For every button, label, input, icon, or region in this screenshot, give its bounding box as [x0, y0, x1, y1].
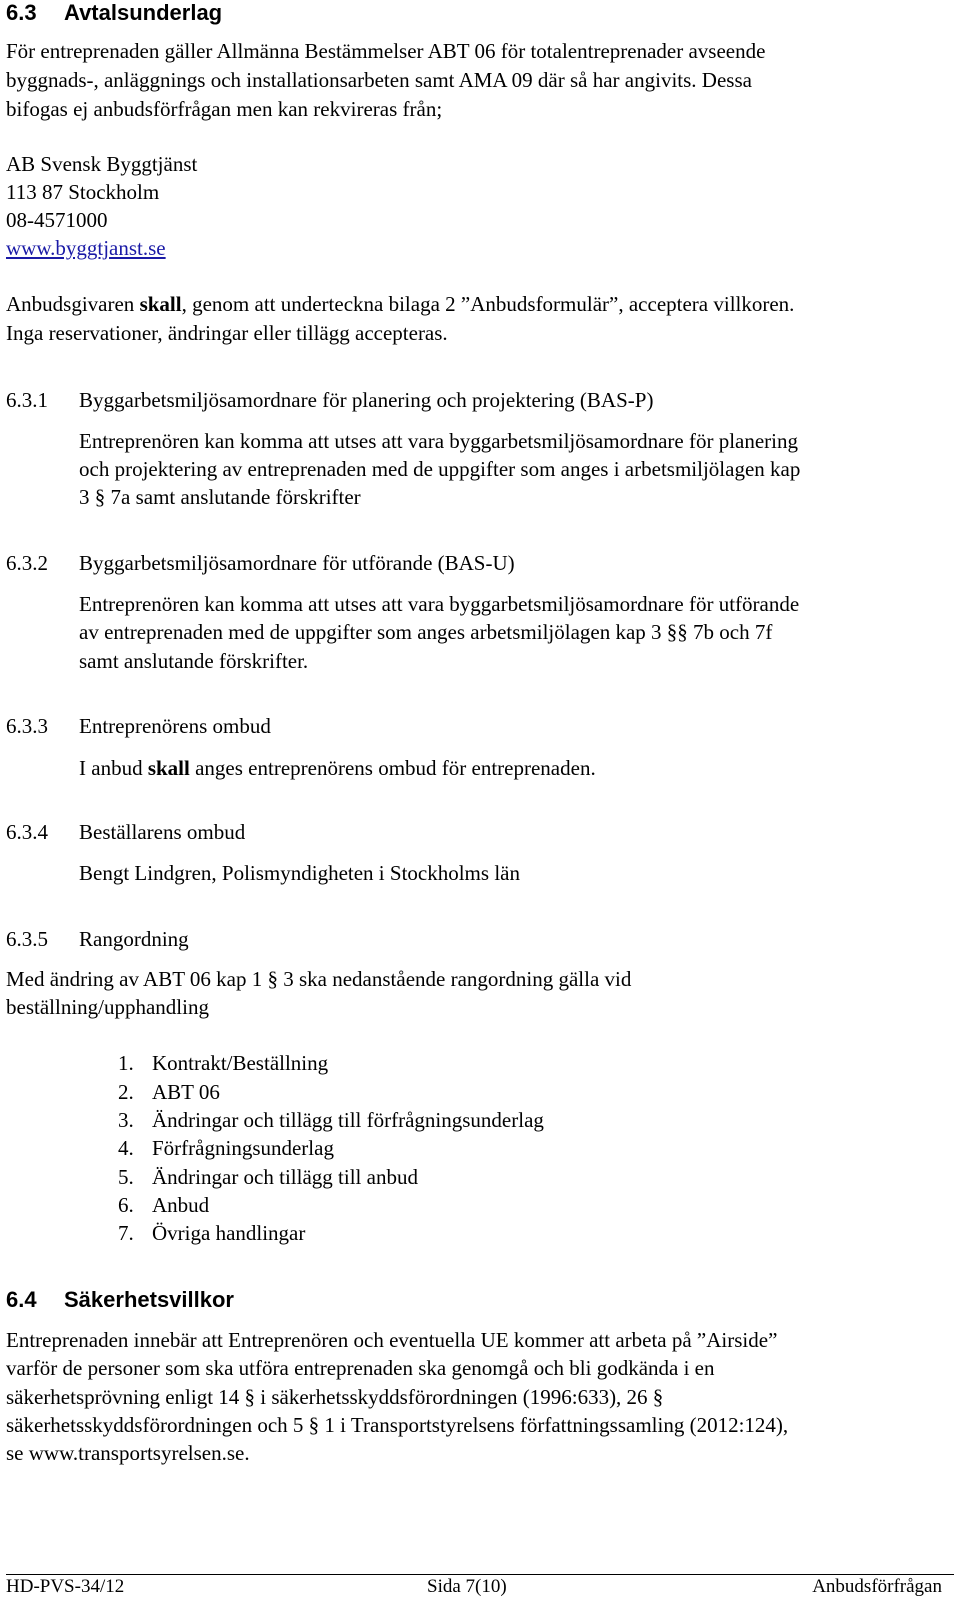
- sakerhet-line-2: varför de personer som ska utföra entreprenaden ska genomgå och bli godkända i en: [6, 1356, 715, 1380]
- subsection-heading-6-3-1: [6, 390, 653, 411]
- address-phone: 08-4571000: [6, 208, 108, 232]
- list-item-number: 6.: [118, 1193, 134, 1217]
- list-item: [118, 1110, 544, 1131]
- byggtjanst-link[interactable]: www.byggtjanst.se: [6, 236, 166, 260]
- bas-p-line-2: och projektering av entreprenaden med de uppgifter som anges i arbetsmiljölagen kap: [79, 457, 801, 481]
- list-item: [118, 1223, 305, 1244]
- ombud-text-post: anges entreprenörens ombud för entreprenaden.: [189, 756, 596, 780]
- subsection-heading-6-3-4: [6, 822, 245, 843]
- subsection-title: Byggarbetsmiljösamordnare för utförande (BAS-U): [79, 551, 515, 575]
- tender-note-line-2: Inga reservationer, ändringar eller tillägg accepteras.: [6, 321, 448, 345]
- bas-p-line-3: 3 § 7a samt anslutande förskrifter: [79, 485, 361, 509]
- subsection-heading-6-3-2: [6, 553, 515, 574]
- ombud-text-bold: skall: [147, 756, 190, 780]
- list-item-number: 1.: [118, 1051, 134, 1075]
- bestallare-ombud-text: Bengt Lindgren, Polismyndigheten i Stockholms län: [79, 861, 520, 885]
- list-item-number: 3.: [118, 1108, 134, 1132]
- rangordning-line-1: Med ändring av ABT 06 kap 1 § 3 ska nedanstående rangordning gälla vid: [6, 967, 632, 991]
- ombud-text-pre: I anbud: [79, 756, 148, 780]
- list-item-number: 7.: [118, 1221, 134, 1245]
- bas-u-line-1: Entreprenören kan komma att utses att vara byggarbetsmiljösamordnare för utförande: [79, 592, 800, 616]
- list-item-text: ABT 06: [152, 1080, 220, 1104]
- list-item-number: 4.: [118, 1136, 134, 1160]
- subsection-title: Byggarbetsmiljösamordnare för planering och projektering (BAS-P): [79, 388, 654, 412]
- list-item: [118, 1195, 209, 1216]
- list-item: [118, 1053, 328, 1074]
- subsection-number: 6.3.5: [6, 927, 48, 951]
- section-number: 6.4: [6, 1287, 37, 1312]
- address-city: 113 87 Stockholm: [6, 180, 160, 204]
- footer-divider: [6, 1574, 954, 1575]
- list-item-text: Anbud: [152, 1193, 210, 1217]
- section-title: Säkerhetsvillkor: [64, 1287, 234, 1312]
- subsection-title: Entreprenörens ombud: [79, 714, 271, 738]
- bas-u-line-3: samt anslutande förskrifter.: [79, 649, 309, 673]
- subsection-title: Beställarens ombud: [79, 820, 246, 844]
- ombud-text: [79, 758, 596, 779]
- list-item-text: Övriga handlingar: [152, 1221, 306, 1245]
- rangordning-line-2: beställning/upphandling: [6, 995, 209, 1019]
- tender-note-bold: skall: [139, 292, 182, 316]
- footer-doc-id: HD-PVS-34/12: [6, 1576, 125, 1597]
- bas-p-line-1: Entreprenören kan komma att utses att vara byggarbetsmiljösamordnare för planering: [79, 429, 799, 453]
- address-company: AB Svensk Byggtjänst: [6, 152, 198, 176]
- section-number: 6.3: [6, 0, 37, 25]
- list-item-number: 5.: [118, 1165, 134, 1189]
- list-item-text: Förfrågningsunderlag: [152, 1136, 334, 1160]
- bas-u-line-2: av entreprenaden med de uppgifter som anges arbetsmiljölagen kap 3 §§ 7b och 7f: [79, 620, 773, 644]
- list-item: [118, 1082, 220, 1103]
- subsection-heading-6-3-5: [6, 929, 189, 950]
- list-item-text: Kontrakt/Beställning: [152, 1051, 329, 1075]
- tender-note-post: , genom att underteckna bilaga 2 ”Anbudsformulär”, acceptera villkoren.: [181, 292, 795, 316]
- tender-note-line-1: [6, 294, 794, 315]
- subsection-number: 6.3.1: [6, 388, 48, 412]
- section-heading-6-3: [6, 2, 222, 24]
- subsection-number: 6.3.4: [6, 820, 48, 844]
- tender-note-pre: Anbudsgivaren: [6, 292, 140, 316]
- subsection-number: 6.3.2: [6, 551, 48, 575]
- sakerhet-line-3: säkerhetsprövning enligt 14 § i säkerhetsskyddsförordningen (1996:633), 26 §: [6, 1385, 664, 1409]
- intro-line-3: bifogas ej anbudsförfrågan men kan rekvireras från;: [6, 97, 443, 121]
- subsection-number: 6.3.3: [6, 714, 48, 738]
- sakerhet-line-4: säkerhetsskyddsförordningen och 5 § 1 i Transportstyrelsens författningssamling (2012:124),: [6, 1413, 789, 1437]
- list-item-text: Ändringar och tillägg till förfrågningsunderlag: [152, 1108, 544, 1132]
- sakerhet-line-1: Entreprenaden innebär att Entreprenören och eventuella UE kommer att arbeta på ”Airside”: [6, 1328, 778, 1352]
- footer-doc-type: Anbudsförfrågan: [812, 1576, 942, 1597]
- list-item: [118, 1167, 418, 1188]
- subsection-heading-6-3-3: [6, 716, 271, 737]
- list-item: [118, 1138, 334, 1159]
- list-item-number: 2.: [118, 1080, 134, 1104]
- intro-line-1: För entreprenaden gäller Allmänna Bestämmelser ABT 06 för totalentreprenader avseende: [6, 39, 766, 63]
- section-title: Avtalsunderlag: [64, 0, 223, 25]
- section-heading-6-4: [6, 1289, 234, 1311]
- subsection-title: Rangordning: [79, 927, 189, 951]
- footer-page-number: Sida 7(10): [427, 1576, 507, 1597]
- list-item-text: Ändringar och tillägg till anbud: [152, 1165, 418, 1189]
- sakerhet-line-5: se www.transportsyrelsen.se.: [6, 1441, 250, 1465]
- intro-line-2: byggnads-, anläggnings och installationsarbeten samt AMA 09 där så har angivits. Dessa: [6, 68, 752, 92]
